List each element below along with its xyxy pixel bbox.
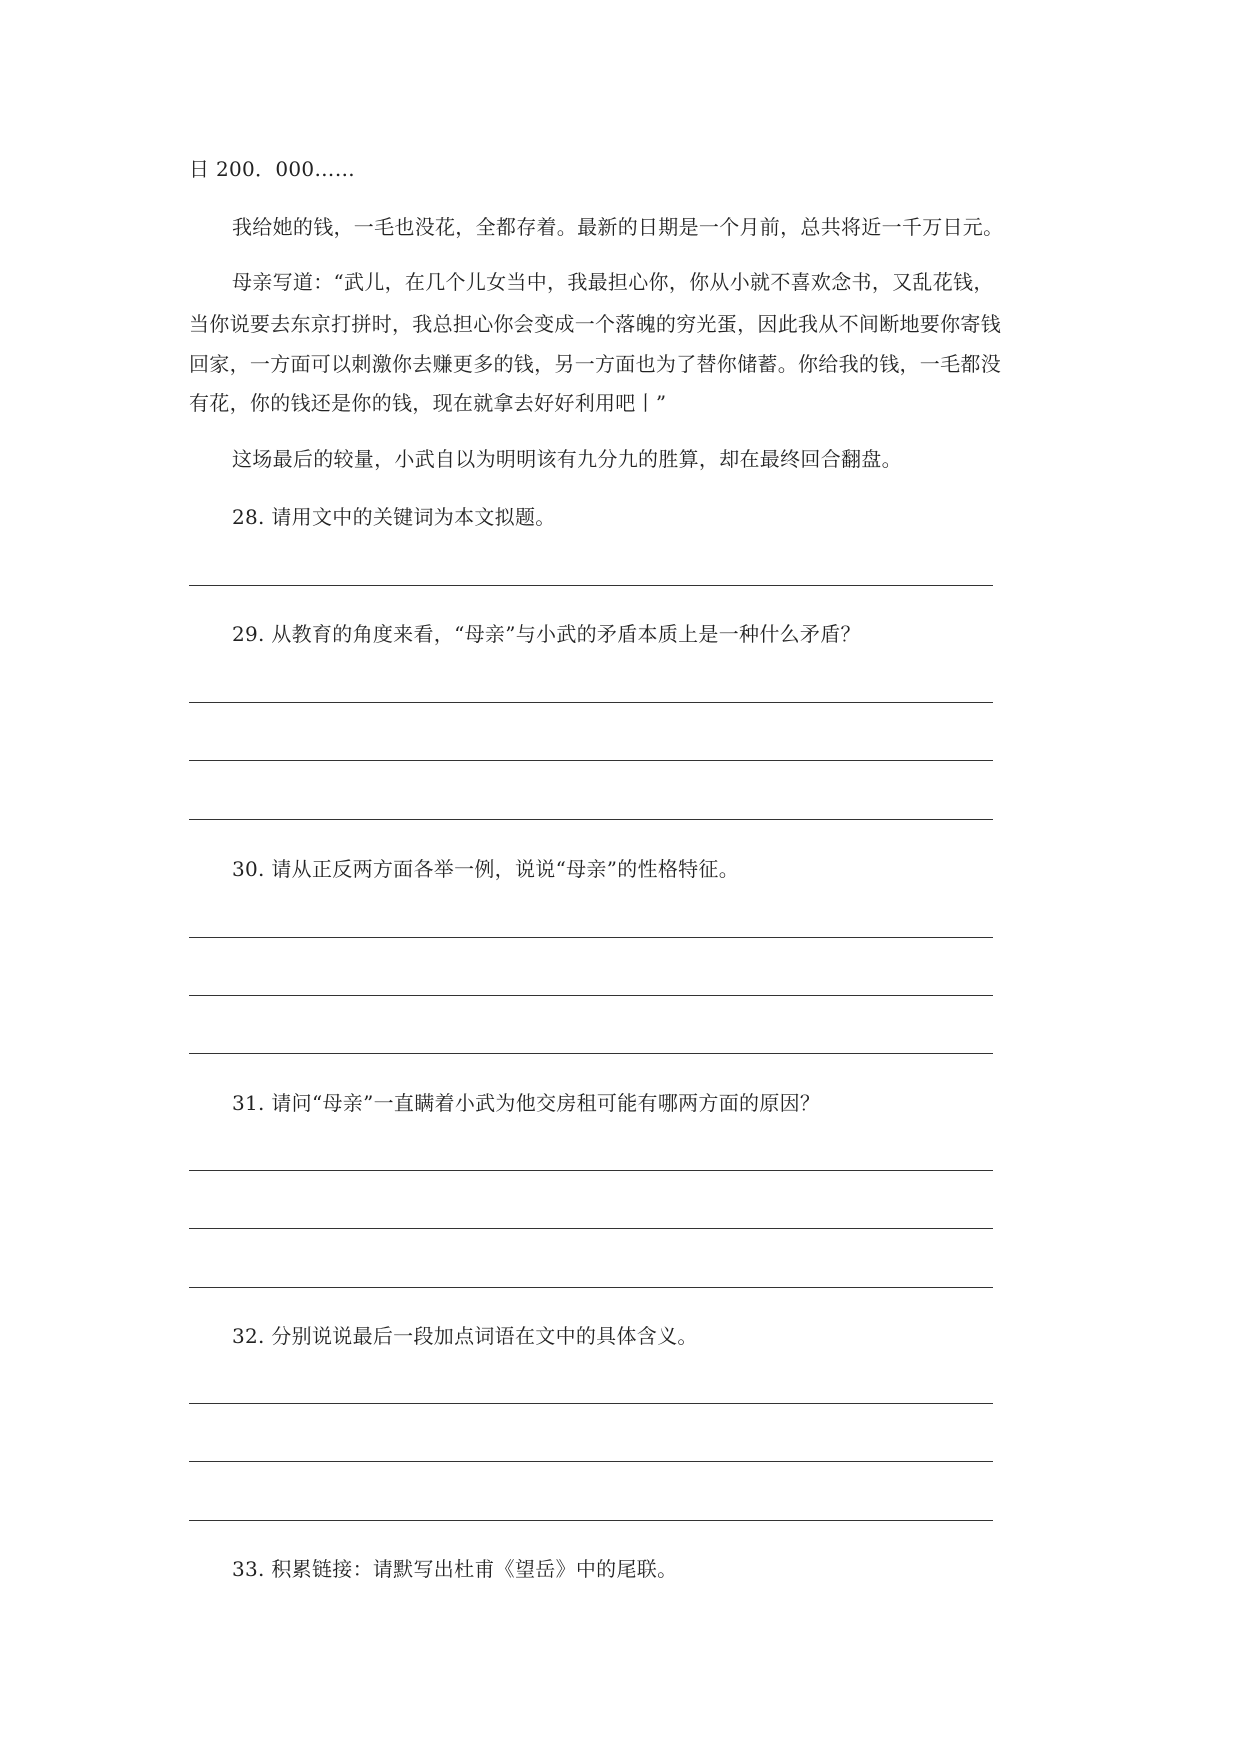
question-33: 33. 积累链接：请默写出杜甫《望岳》中的尾联。	[232, 1557, 678, 1581]
passage-paragraph-line: 当你说要去东京打拼时，我总担心你会变成一个落魄的穷光蛋，因此我从不间断地要你寄钱	[189, 312, 1001, 336]
answer-line[interactable]	[189, 1520, 993, 1521]
passage-paragraph-line: 有花，你的钱还是你的钱，现在就拿去好好利用吧丨”	[189, 391, 667, 415]
answer-line[interactable]	[189, 585, 993, 586]
answer-line[interactable]	[189, 819, 993, 820]
answer-line[interactable]	[189, 995, 993, 996]
passage-paragraph: 母亲写道：“武儿，在几个儿女当中，我最担心你，你从小就不喜欢念书，又乱花钱，	[232, 270, 994, 294]
passage-paragraph: 这场最后的较量，小武自以为明明该有九分九的胜算，却在最终回合翻盘。	[232, 447, 902, 471]
answer-line[interactable]	[189, 702, 993, 703]
answer-line[interactable]	[189, 1287, 993, 1288]
answer-line[interactable]	[189, 937, 993, 938]
passage-paragraph: 我给她的钱，一毛也没花，全都存着。最新的日期是一个月前，总共将近一千万日元。	[232, 215, 1004, 239]
passage-paragraph-line: 回家，一方面可以刺激你去赚更多的钱，另一方面也为了替你储蓄。你给我的钱，一毛都没	[189, 352, 1001, 376]
answer-line[interactable]	[189, 1461, 993, 1462]
answer-line[interactable]	[189, 1403, 993, 1404]
question-29: 29. 从教育的角度来看，“母亲”与小武的矛盾本质上是一种什么矛盾？	[232, 622, 861, 646]
question-28: 28. 请用文中的关键词为本文拟题。	[232, 505, 556, 529]
passage-line: 日 200．000……	[189, 157, 356, 181]
answer-line[interactable]	[189, 1170, 993, 1171]
question-32: 32. 分别说说最后一段加点词语在文中的具体含义。	[232, 1324, 698, 1348]
answer-line[interactable]	[189, 1053, 993, 1054]
answer-line[interactable]	[189, 1228, 993, 1229]
answer-line[interactable]	[189, 760, 993, 761]
question-31: 31. 请问“母亲”一直瞒着小武为他交房租可能有哪两方面的原因？	[232, 1091, 821, 1115]
question-30: 30. 请从正反两方面各举一例，说说“母亲”的性格特征。	[232, 857, 740, 881]
